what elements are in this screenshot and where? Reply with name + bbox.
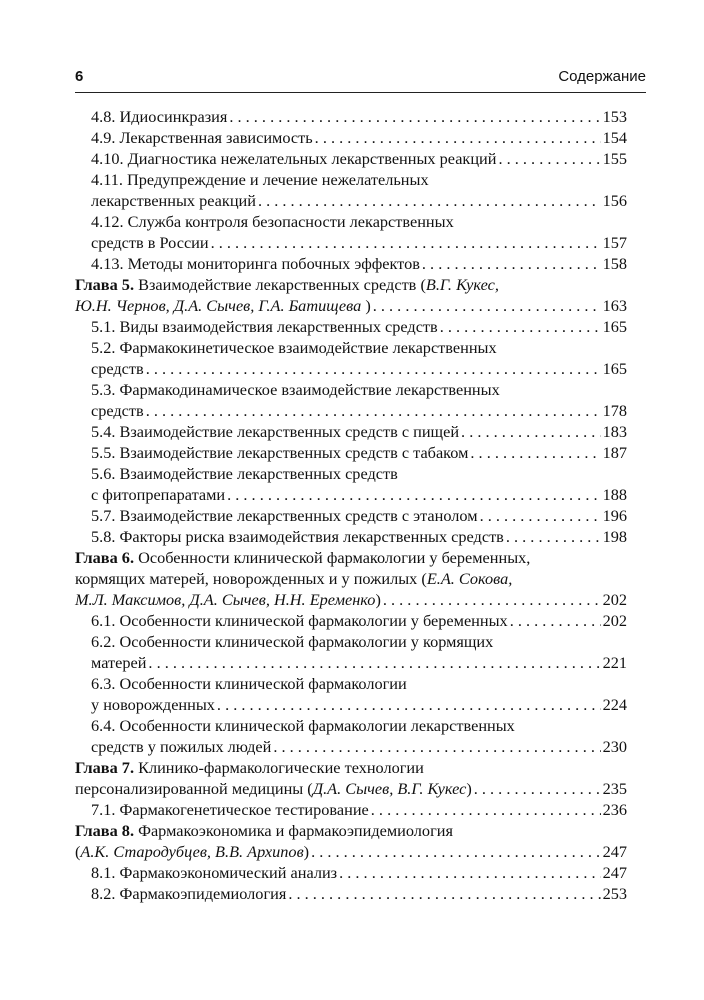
toc-entry (75, 463, 627, 484)
toc-page-number: 236 (602, 800, 627, 819)
toc-entry-title: с фитопрепаратами (91, 485, 226, 504)
page-number: 6 (75, 68, 84, 85)
toc-entry-title: средств в России (91, 233, 209, 252)
toc-page-number: 202 (602, 611, 627, 630)
toc-chapter (75, 820, 627, 841)
leader-dots (470, 442, 600, 463)
toc-chapter-continuation (75, 568, 627, 589)
leader-dots (461, 421, 601, 442)
chapter-title: Клинико-фармакологические технологии (138, 758, 424, 777)
leader-dots (211, 232, 601, 253)
toc-entry-title: средств (91, 401, 144, 420)
toc-page-number: 178 (602, 401, 627, 420)
header-rule (75, 92, 646, 93)
chapter-authors: М.Л. Максимов, Д.А. Сычев, Н.Н. Еременко (75, 590, 376, 609)
toc-entry (75, 106, 627, 127)
toc-chapter-continuation (75, 778, 627, 799)
toc-entry (75, 211, 627, 232)
toc-entry-title: 6.3. Особенности клинической фармакологии (91, 674, 407, 693)
leader-dots (146, 358, 601, 379)
leader-dots (474, 778, 601, 799)
toc-entry-title: 6.1. Особенности клинической фармакологии у беременных (91, 611, 508, 630)
chapter-title: Взаимодействие лекарственных средств ( (138, 275, 426, 294)
chapter-label: Глава 8. (75, 821, 135, 840)
toc-entry-title: 4.12. Служба контроля безопасности лекарственных (91, 212, 454, 231)
chapter-title: кормящих матерей, новорожденных и у пожилых ( (75, 569, 427, 588)
toc-page-number: 183 (602, 422, 627, 441)
leader-dots (146, 400, 601, 421)
toc-page-number: 235 (602, 779, 627, 798)
toc-entry-title: матерей (91, 653, 147, 672)
toc-page-number: 196 (602, 506, 627, 525)
chapter-title: Особенности клинической фармакологии у беременных, (138, 548, 531, 567)
toc-entry-title: 8.1. Фармакоэкономический анализ (91, 863, 338, 882)
toc-entry-title: 5.3. Фармакодинамическое взаимодействие лекарственных (91, 380, 500, 399)
toc-entry-continuation (75, 694, 627, 715)
leader-dots (480, 505, 601, 526)
toc-page-number: 198 (602, 527, 627, 546)
toc-entry-title: 4.10. Диагностика нежелательных лекарственных реакций (91, 149, 497, 168)
leader-dots (229, 106, 600, 127)
toc-entry-continuation (75, 232, 627, 253)
toc-entry (75, 799, 627, 820)
toc-entry (75, 169, 627, 190)
chapter-paren: ) (303, 842, 310, 861)
toc-entry-title: 6.2. Особенности клинической фармакологии у кормящих (91, 632, 494, 651)
toc-entry (75, 715, 627, 736)
toc-page-number: 157 (602, 233, 627, 252)
toc-entry (75, 379, 627, 400)
toc-page-number: 165 (602, 317, 627, 336)
toc-entry-title: 5.6. Взаимодействие лекарственных средств (91, 464, 398, 483)
chapter-paren: ) (365, 296, 371, 315)
chapter-title: Фармакоэкономика и фармакоэпидемиология (138, 821, 453, 840)
toc-entry-title: средств у пожилых людей (91, 737, 272, 756)
toc-entry-title: 5.5. Взаимодействие лекарственных средств с табаком (91, 443, 469, 462)
toc-entry-continuation (75, 400, 627, 421)
toc-entry (75, 526, 627, 547)
toc-page-number: 202 (602, 590, 627, 609)
toc-entry (75, 631, 627, 652)
toc-chapter-continuation (75, 589, 627, 610)
chapter-authors: Е.А. Сокова, (426, 569, 513, 588)
leader-dots (498, 148, 600, 169)
toc-entry-title: лекарственных реакций (91, 191, 256, 210)
leader-dots (217, 694, 601, 715)
chapter-authors: А.К. Стародубцев, В.В. Архипов (80, 842, 304, 861)
toc-page-number: 247 (602, 863, 627, 882)
toc-chapter (75, 757, 627, 778)
toc-entry (75, 253, 627, 274)
chapter-paren: ) (466, 779, 472, 798)
toc-entry (75, 421, 627, 442)
leader-dots (288, 883, 600, 904)
toc-page-number: 224 (602, 695, 627, 714)
toc-chapter (75, 547, 627, 568)
leader-dots (506, 526, 601, 547)
toc-page-number: 155 (602, 149, 627, 168)
toc-entry-title: 5.7. Взаимодействие лекарственных средств с этанолом (91, 506, 478, 525)
leader-dots (373, 295, 601, 316)
leader-dots (383, 589, 601, 610)
toc-entry (75, 505, 627, 526)
toc-entry-continuation (75, 358, 627, 379)
toc-entry-title: 4.13. Методы мониторинга побочных эффектов (91, 254, 420, 273)
running-section-title: Содержание (558, 68, 646, 85)
chapter-authors: В.Г. Кукес, (425, 275, 499, 294)
leader-dots (273, 736, 600, 757)
toc-entry-title: 6.4. Особенности клинической фармакологии лекарственных (91, 716, 515, 735)
toc-entry (75, 442, 627, 463)
toc-entry (75, 862, 627, 883)
chapter-authors: Д.А. Сычев, В.Г. Кукес (312, 779, 467, 798)
toc-entry-title: у новорожденных (91, 695, 215, 714)
chapter-label: Глава 7. (75, 758, 135, 777)
toc-page-number: 187 (602, 443, 627, 462)
page-header (75, 68, 646, 90)
chapter-authors: Ю.Н. Чернов, Д.А. Сычев, Г.А. Батищева (75, 296, 362, 315)
toc-entry-title: 5.8. Факторы риска взаимодействия лекарственных средств (91, 527, 504, 546)
toc-page-number: 163 (602, 296, 627, 315)
toc-entry (75, 127, 627, 148)
toc-entry-title: 7.1. Фармакогенетическое тестирование (91, 800, 369, 819)
toc-entry-continuation (75, 190, 627, 211)
toc-entry-continuation (75, 736, 627, 757)
toc-entry (75, 673, 627, 694)
chapter-title: персонализированной медицины ( (75, 779, 313, 798)
leader-dots (339, 862, 600, 883)
toc-page-number: 188 (602, 485, 627, 504)
chapter-paren: ( (75, 842, 81, 861)
toc-chapter (75, 274, 627, 295)
leader-dots (311, 841, 601, 862)
toc-page-number: 230 (602, 737, 627, 756)
toc-page-number: 221 (602, 653, 627, 672)
toc-chapter-continuation (75, 841, 627, 862)
toc-entry-title: 4.9. Лекарственная зависимость (91, 128, 313, 147)
toc-entry-title: 8.2. Фармакоэпидемиология (91, 884, 287, 903)
toc-page-number: 154 (602, 128, 627, 147)
leader-dots (510, 610, 601, 631)
chapter-label: Глава 5. (75, 275, 135, 294)
leader-dots (371, 799, 601, 820)
toc-entry (75, 148, 627, 169)
toc-entry-continuation (75, 484, 627, 505)
chapter-paren: ) (375, 590, 381, 609)
toc-entry (75, 610, 627, 631)
toc-page-number: 247 (602, 842, 627, 861)
leader-dots (258, 190, 601, 211)
toc-page-number: 253 (602, 884, 627, 903)
toc-entry-title: средств (91, 359, 144, 378)
toc-chapter-continuation (75, 295, 627, 316)
toc-page-number: 156 (602, 191, 627, 210)
leader-dots (148, 652, 600, 673)
toc-entry-continuation (75, 652, 627, 673)
toc-entry-title: 4.11. Предупреждение и лечение нежелательных (91, 170, 429, 189)
leader-dots (440, 316, 601, 337)
table-of-contents (75, 106, 627, 904)
toc-entry (75, 316, 627, 337)
leader-dots (422, 253, 601, 274)
toc-entry (75, 337, 627, 358)
toc-page-number: 158 (602, 254, 627, 273)
toc-page-number: 165 (602, 359, 627, 378)
leader-dots (315, 127, 601, 148)
toc-entry-title: 5.4. Взаимодействие лекарственных средств с пищей (91, 422, 460, 441)
chapter-label: Глава 6. (75, 548, 135, 567)
leader-dots (227, 484, 600, 505)
toc-entry-title: 5.2. Фармакокинетическое взаимодействие лекарственных (91, 338, 497, 357)
toc-entry (75, 883, 627, 904)
toc-page-number: 153 (602, 107, 627, 126)
toc-entry-title: 5.1. Виды взаимодействия лекарственных средств (91, 317, 438, 336)
toc-entry-title: 4.8. Идиосинкразия (91, 107, 228, 126)
